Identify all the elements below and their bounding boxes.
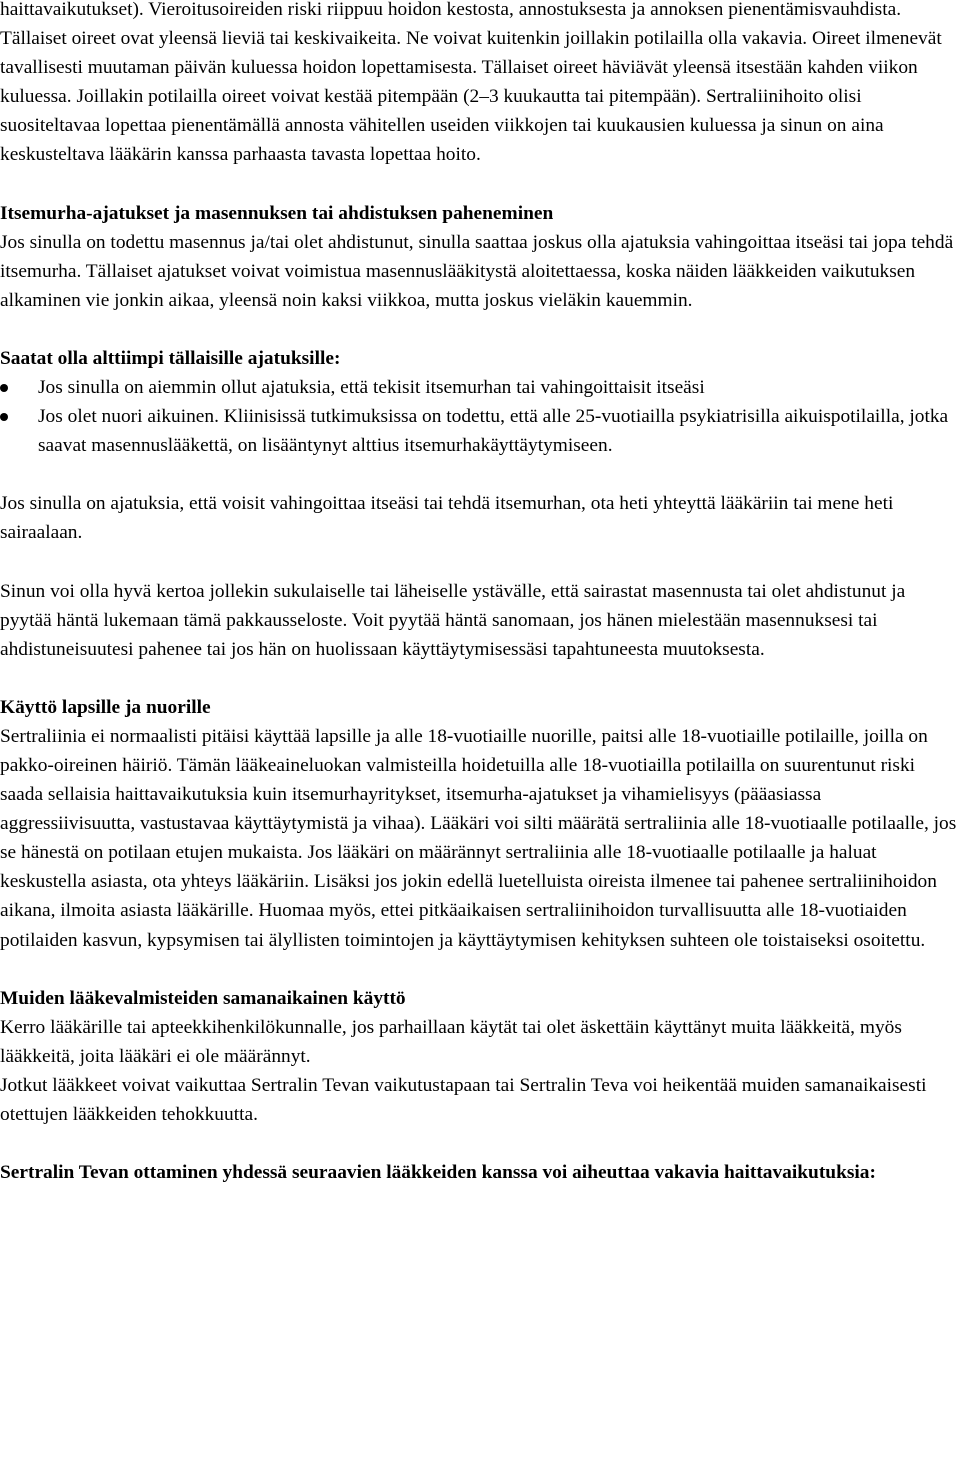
spacer (0, 664, 960, 693)
spacer (0, 315, 960, 344)
paragraph-other-medicines-1: Kerro lääkärille tai apteekkihenkilökunnalle, jos parhaillaan käytät tai olet äskettäin käyttänyt muita lääkkeitä, myös lääkkeitä, joita lääkäri ei ole määrännyt. (0, 1016, 902, 1067)
spacer (0, 955, 960, 984)
heading-children-adolescents: Käyttö lapsille ja nuorille (0, 696, 211, 718)
paragraph-contact-doctor: Jos sinulla on ajatuksia, että voisit vahingoittaa itseäsi tai tehdä itsemurhan, ota heti yhteyttä lääkäriin tai mene heti sairaalaan. (0, 493, 894, 544)
bullet-icon (0, 384, 8, 392)
spacer (0, 460, 960, 489)
spacer (0, 1129, 960, 1158)
bullet-icon (0, 413, 8, 421)
risk-factor-list (0, 373, 960, 460)
spacer (0, 548, 960, 577)
paragraph-tell-relative: Sinun voi olla hyvä kertoa jollekin sukulaiselle tai läheiselle ystävälle, että sairastat masennusta tai olet ahdistunut ja pyytää häntä lukemaan tämä pakkausseloste. Voit pyytää häntä sanomaan, jos hänen mielestään masennuksesi tai ahdistuneisuutesi pahenee tai jos hän on huolissaan käyttäytymisessäsi tapahtuneesta muutoksesta. (0, 580, 906, 660)
paragraph-withdrawal: haittavaikutukset). Vieroitusoireiden riski riippuu hoidon kestosta, annostuksesta ja annoksen pienentämisvauhdista. Tällaiset oireet ovat yleensä lieviä tai keskivaikeita. Ne voivat kuitenkin joillakin potilailla olla vakavia. Oireet ilmenevät tavallisesti muutaman päivän kuluessa hoidon lopettamisesta. Tällaiset oireet häviävät yleensä itsestään kahden viikon kuluessa. Joillakin potilailla oireet voivat kestää pitempään (2–3 kuukautta tai pitempään). Sertraliinihoito olisi suositeltavaa lopettaa pienentämällä annosta vähitellen useiden viikkojen tai kuukausien kuluessa ja sinun on aina keskusteltava lääkärin kanssa parhaasta tavasta lopettaa hoito. (0, 0, 942, 166)
paragraph-other-medicines-2: Jotkut lääkkeet voivat vaikuttaa Sertralin Tevan vaikutustapaan tai Sertralin Teva voi heikentää muiden samanaikaisesti otettujen lääkkeiden tehokkuutta. (0, 1074, 927, 1125)
paragraph-suicidal-thoughts: Jos sinulla on todettu masennus ja/tai olet ahdistunut, sinulla saattaa joskus olla ajatuksia vahingoittaa itseäsi tai jopa tehdä itsemurha. Tällaiset ajatukset voivat voimistua masennuslääkitystä aloitettaessa, koska näiden lääkkeiden vaikutuksen alkaminen vie jonkin aikaa, yleensä noin kaksi viikkoa, mutta joskus vieläkin kauemmin. (0, 231, 954, 311)
list-item (0, 402, 960, 460)
heading-risk-factors: Saatat olla alttiimpi tällaisille ajatuksille: (0, 347, 341, 369)
heading-serious-interactions: Sertralin Tevan ottaminen yhdessä seuraavien lääkkeiden kanssa voi aiheuttaa vakavia haittavaikutuksia: (0, 1162, 876, 1184)
spacer (0, 170, 960, 199)
heading-suicidal-thoughts: Itsemurha-ajatukset ja masennuksen tai ahdistuksen paheneminen (0, 202, 554, 224)
list-item-text: Jos olet nuori aikuinen. Kliinisissä tutkimuksissa on todettu, että alle 25-vuotiailla psykiatrisilla aikuispotilailla, jotka saavat masennuslääkettä, on lisääntynyt alttius itsemurhakäyttäytymiseen. (38, 406, 949, 457)
list-item (0, 373, 960, 402)
heading-other-medicines: Muiden lääkevalmisteiden samanaikainen käyttö (0, 987, 406, 1009)
paragraph-children-adolescents: Sertraliinia ei normaalisti pitäisi käyttää lapsille ja alle 18-vuotiaille nuorille, paitsi alle 18-vuotiaille potilaille, joilla on pakko-oireinen häiriö. Tämän lääkeaineluokan valmisteilla hoidetuilla alle 18-vuotiailla potilailla on suurentunut riski saada sellaisia haittavaikutuksia kuin itsemurhayritykset, itsemurha-ajatukset ja vihamielisyys (pääasiassa aggressiivisuutta, vastustavaa käyttäytymistä ja vihaa). Lääkäri voi silti määrätä sertraliinia alle 18-vuotiaalle potilaalle, jos se hänestä on potilaan etujen mukaista. Jos lääkäri on määrännyt sertraliinia alle 18-vuotiaalle potilaalle ja haluat keskustella asiasta, ota yhteys lääkäriin. Lisäksi jos jokin edellä luetelluista oireista ilmenee tai pahenee sertraliinihoidon aikana, ilmoita asiasta lääkärille. Huomaa myös, ettei pitkäaikaisen sertraliinihoidon turvallisuutta alle 18-vuotiaiden potilaiden kasvun, kypsymisen tai älyllisten toimintojen ja käyttäytymisen kehityksen suhteen ole toistaiseksi osoitettu. (0, 725, 957, 951)
list-item-text: Jos sinulla on aiemmin ollut ajatuksia, että tekisit itsemurhan tai vahingoittaisit itseäsi (38, 377, 705, 399)
